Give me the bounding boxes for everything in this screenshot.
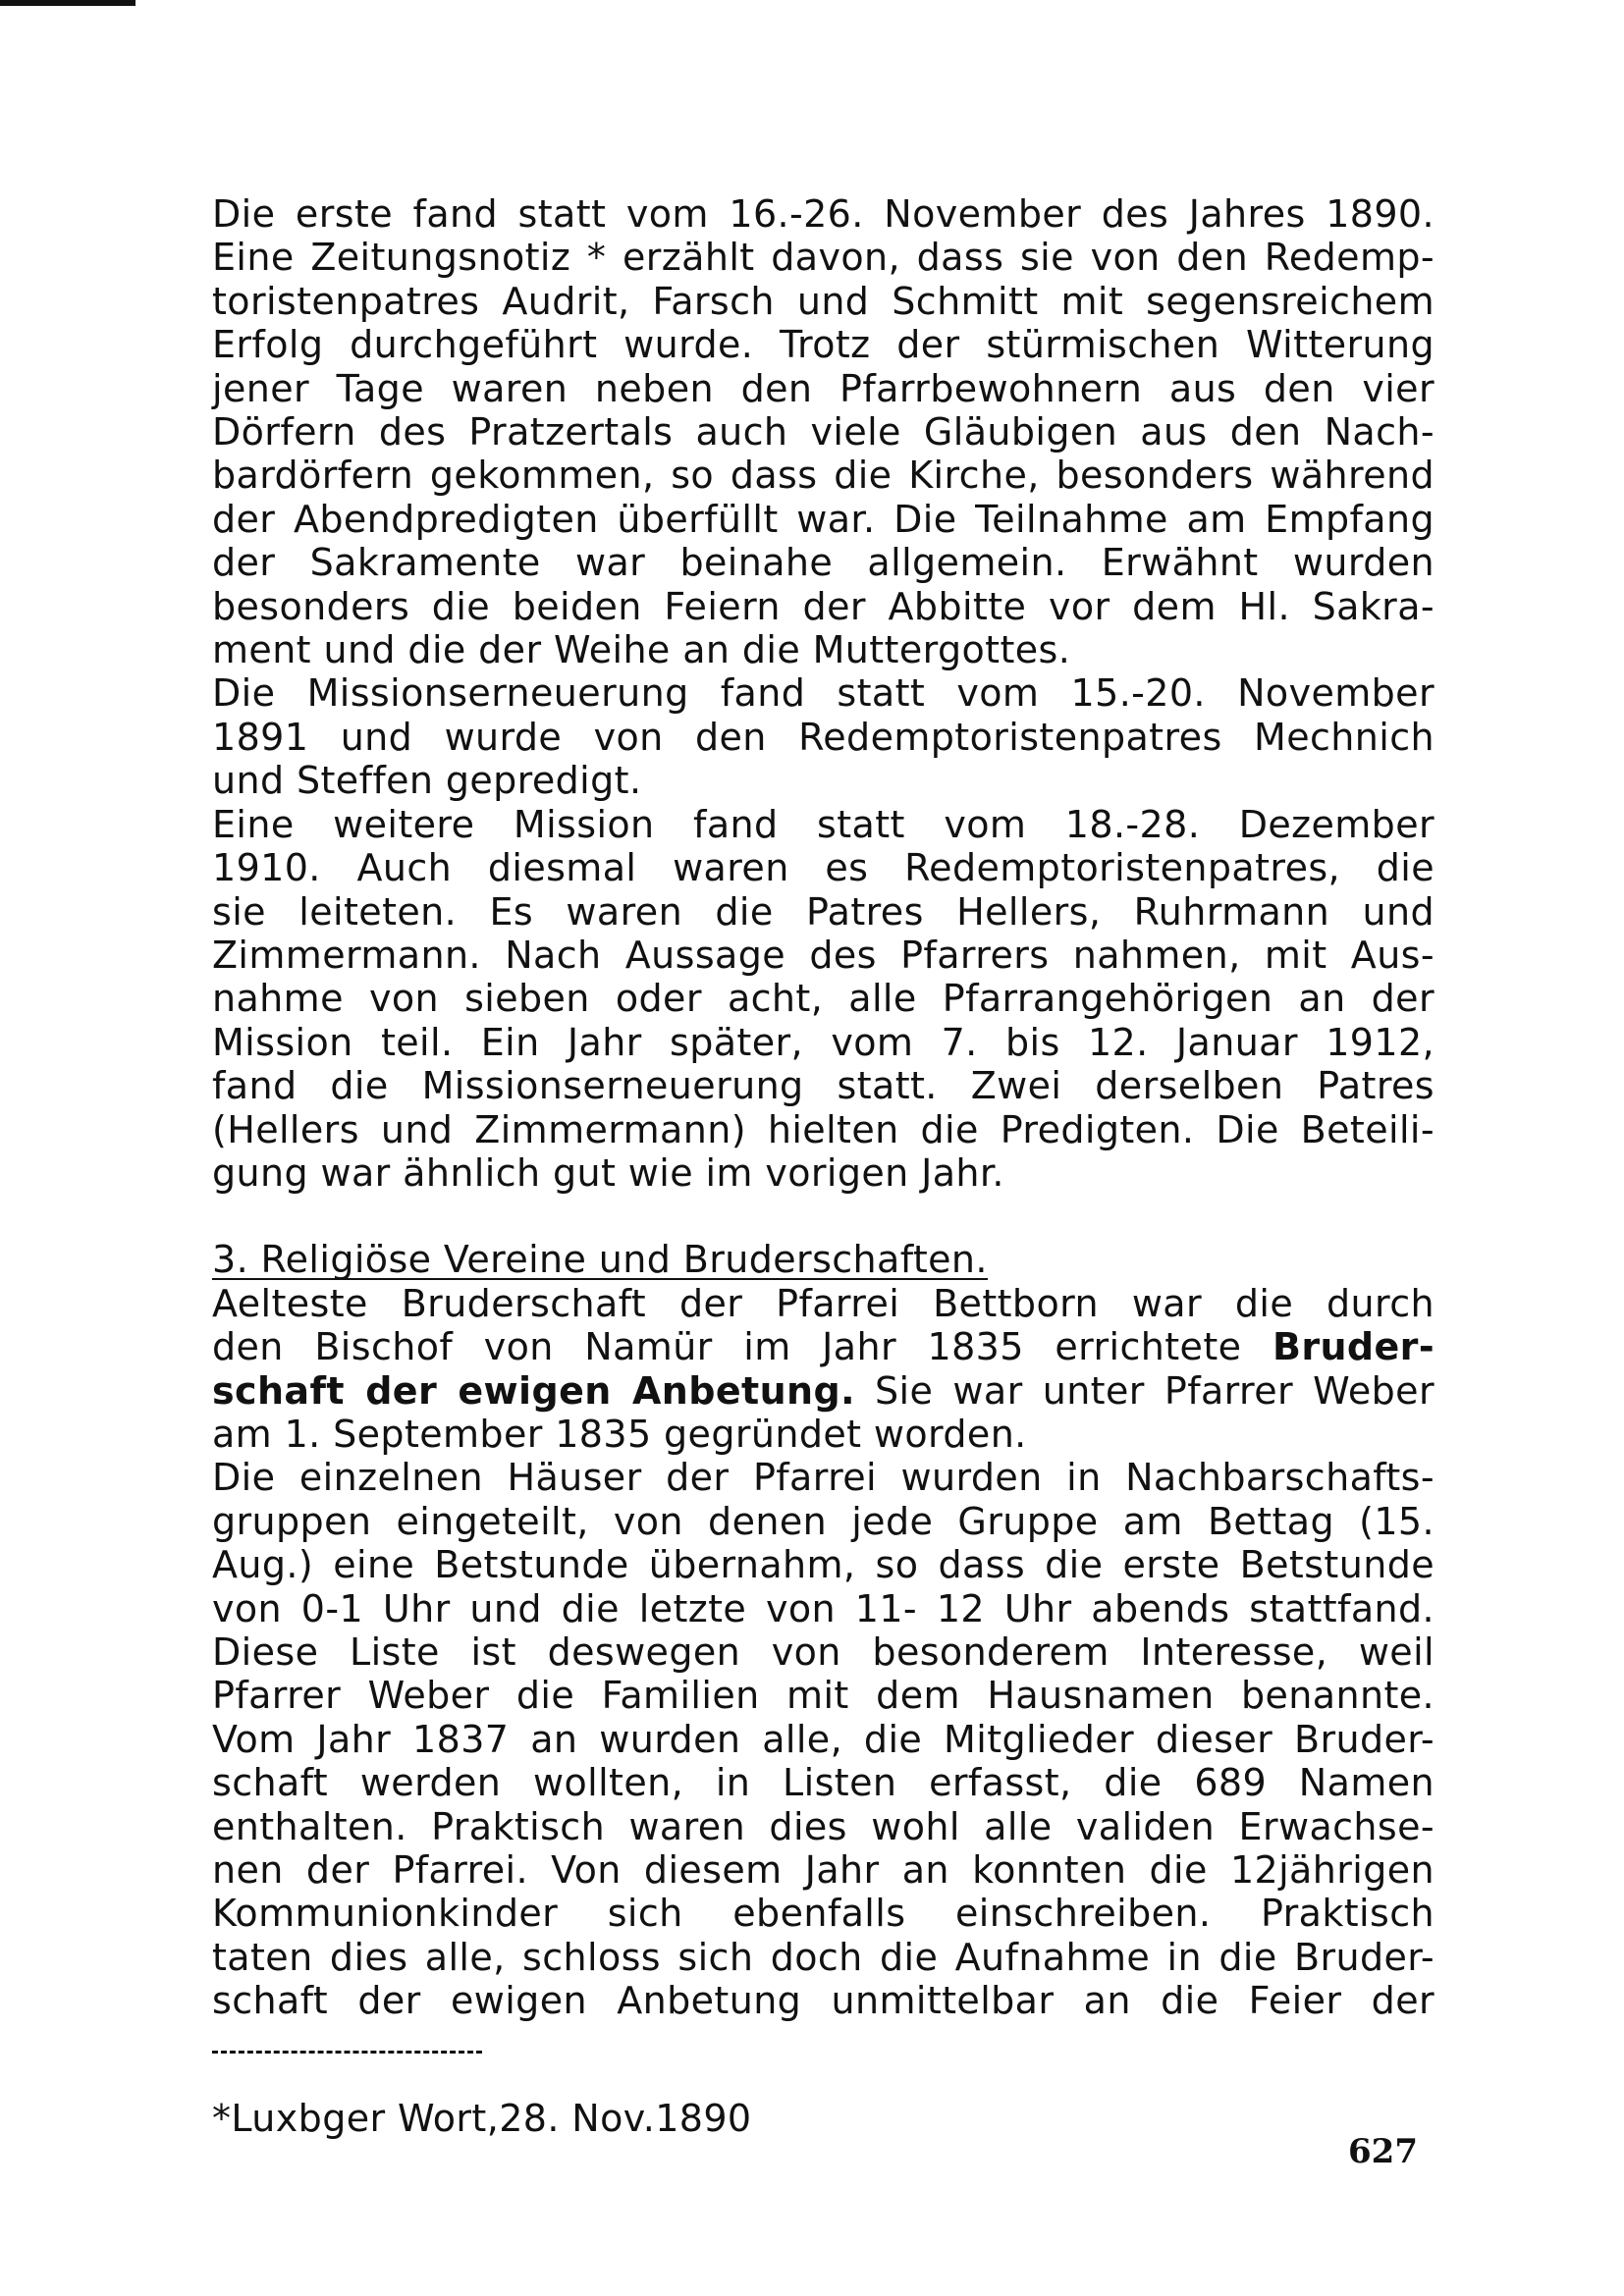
text-line: Eine Zeitungsnotiz * erzählt davon, dass sie von den Redemp- [212, 236, 1435, 280]
paragraph-bruderschaft [212, 1282, 1435, 1457]
text-line: (Hellers und Zimmermann) hielten die Predigten. Die Beteili- [212, 1107, 1435, 1151]
text-line: Die erste fand statt vom 16.-26. November des Jahres 1890. [212, 192, 1435, 236]
text-line: am 1. September 1835 gegründet worden. [212, 1412, 1027, 1456]
page-number: 627 [1348, 2132, 1418, 2171]
paragraph-haeuser [212, 1456, 1435, 2022]
text-run: Sie war unter Pfarrer Weber [854, 1368, 1435, 1413]
text-line: Eine weitere Mission fand statt vom 18.-28. Dezember [212, 802, 1435, 846]
paragraph-mission-1890 [212, 192, 1435, 671]
text-line: schaft werden wollten, in Listen erfasst, die 689 Namen [212, 1761, 1435, 1805]
text-line: Zimmermann. Nach Aussage des Pfarrers nahmen, mit Aus- [212, 933, 1435, 977]
text-line: besonders die beiden Feiern der Abbitte vor dem Hl. Sakra- [212, 584, 1435, 628]
text-line: der Sakramente war beinahe allgemein. Erwähnt wurden [212, 541, 1435, 585]
body-text [212, 192, 1435, 2023]
text-line: Aug.) eine Betstunde übernahm, so dass die erste Betstunde [212, 1543, 1435, 1587]
text-line: 1910. Auch diesmal waren es Redemptoristenpatres, die [212, 846, 1435, 890]
text-run: den Bischof von Namür im Jahr 1835 errichtete [212, 1325, 1272, 1369]
bold-text-run: Bruder- [1272, 1325, 1435, 1369]
text-line: Dörfern des Pratzertals auch viele Gläubigen aus den Nach- [212, 410, 1435, 454]
paragraph-gap [212, 1195, 1435, 1238]
text-line: gung war ähnlich gut wie im vorigen Jahr. [212, 1150, 1004, 1195]
text-line: Pfarrer Weber die Familien mit dem Hausnamen benannte. [212, 1674, 1435, 1718]
text-line: bardörfern gekommen, so dass die Kirche, besonders während [212, 454, 1435, 498]
paragraph-missionserneuerung-1891 [212, 671, 1435, 802]
footnote: *Luxbger Wort,28. Nov.1890 [212, 2096, 752, 2140]
text-line: und Steffen gepredigt. [212, 759, 642, 803]
text-line: 1891 und wurde von den Redemptoristenpatres Mechnich [212, 715, 1435, 759]
section-heading: 3. Religiöse Vereine und Bruderschaften. [212, 1238, 988, 1282]
text-line: enthalten. Praktisch waren dies wohl alle validen Erwachse- [212, 1804, 1435, 1848]
section-heading-line [212, 1238, 1435, 1281]
text-line: Die Missionserneuerung fand statt vom 15.-20. November [212, 671, 1435, 716]
text-line: sie leiteten. Es waren die Patres Hellers, Ruhrmann und [212, 889, 1435, 934]
bold-text-run: schaft der ewigen Anbetung. [212, 1368, 855, 1413]
scan-corner-mark [0, 0, 135, 6]
text-line: fand die Missionserneuerung statt. Zwei derselben Patres [212, 1064, 1435, 1108]
text-line-mixed [212, 1369, 1435, 1413]
text-line: jener Tage waren neben den Pfarrbewohnern aus den vier [212, 366, 1435, 410]
page-content [212, 192, 1435, 2140]
text-line: Diese Liste ist deswegen von besonderem Interesse, weil [212, 1630, 1435, 1674]
text-line: nahme von sieben oder acht, alle Pfarrangehörigen an der [212, 977, 1435, 1021]
text-line: Die einzelnen Häuser der Pfarrei wurden in Nachbarschafts- [212, 1456, 1435, 1500]
text-line: nen der Pfarrei. Von diesem Jahr an konnten die 12jährigen [212, 1848, 1435, 1893]
text-line: taten dies alle, schloss sich doch die Aufnahme in die Bruder- [212, 1935, 1435, 1979]
text-line: toristenpatres Audrit, Farsch und Schmitt mit segensreichem [212, 279, 1435, 323]
text-line: Vom Jahr 1837 an wurden alle, die Mitglieder dieser Bruder- [212, 1717, 1435, 1761]
text-line: gruppen eingeteilt, von denen jede Gruppe am Bettag (15. [212, 1499, 1435, 1543]
text-line: der Abendpredigten überfüllt war. Die Teilnahme am Empfang [212, 497, 1435, 541]
text-line: ment und die der Weihe an die Muttergottes. [212, 628, 1071, 672]
text-line: Mission teil. Ein Jahr später, vom 7. bis 12. Januar 1912, [212, 1020, 1435, 1064]
text-line: schaft der ewigen Anbetung unmittelbar an die Feier der [212, 1979, 1435, 2023]
text-line: Kommunionkinder sich ebenfalls einschreiben. Praktisch [212, 1892, 1435, 1936]
paragraph-mission-1910 [212, 803, 1435, 1196]
footnote-separator [212, 2051, 482, 2054]
text-line-mixed [212, 1325, 1435, 1368]
text-line: Erfolg durchgeführt wurde. Trotz der stürmischen Witterung [212, 323, 1435, 367]
text-line: von 0-1 Uhr und die letzte von 11- 12 Uhr abends stattfand. [212, 1586, 1435, 1630]
text-line: Aelteste Bruderschaft der Pfarrei Bettborn war die durch [212, 1281, 1435, 1325]
